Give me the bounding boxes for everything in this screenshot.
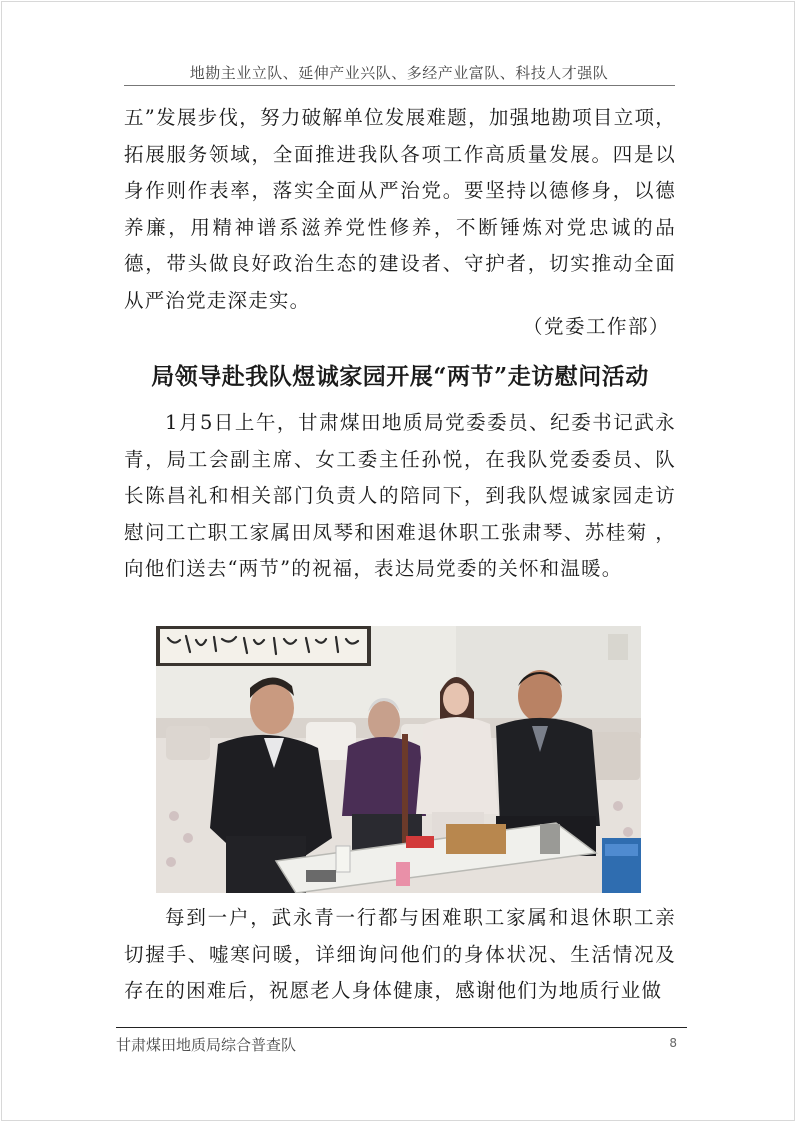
footer-organization: 甘肃煤田地质局综合普查队 [116, 1036, 297, 1054]
page-number: 8 [669, 1036, 677, 1050]
author-signature: （党委工作部） [522, 315, 670, 338]
visit-photo-illustration [156, 626, 641, 893]
visit-photo [156, 626, 641, 893]
article-title: 局领导赴我队煜诚家园开展“两节”走访慰问活动 [151, 363, 649, 390]
header-rule [124, 85, 675, 86]
paragraph-visit: 每到一户，武永青一行都与困难职工家属和退休职工亲切握手、嘘寒问暖，详细询问他们的身体状况、生活情况及存在的困难后，祝愿老人身体健康，感谢他们为地质行业做 [124, 906, 676, 1002]
footer-rule [116, 1027, 687, 1028]
paragraph-intro: 1月5日上午，甘肃煤田地质局党委委员、纪委书记武永青，局工会副主席、女工委主任孙悦，在我队党委委员、队长陈昌礼和相关部门负责人的陪同下，到我队煜诚家园走访慰问工亡职工家属田凤琴和困难退休职工张肃琴、苏桂菊 ，向他们送去“两节”的祝福，表达局党委的关怀和温暖。 [124, 411, 676, 580]
paragraph-continued: 五”发展步伐，努力破解单位发展难题，加强地勘项目立项，拓展服务领域，全面推进我队各项工作高质量发展。四是以身作则作表率，落实全面从严治党。要坚持以德修身，以德养廉，用精神谱系滋养党性修养，不断锤炼对党忠诚的品德，带头做良好政治生态的建设者、守护者，切实推动全面从严治党走深走实。 [124, 106, 676, 312]
running-header: 地勘主业立队、延伸产业兴队、多经产业富队、科技人才强队 [189, 64, 609, 82]
